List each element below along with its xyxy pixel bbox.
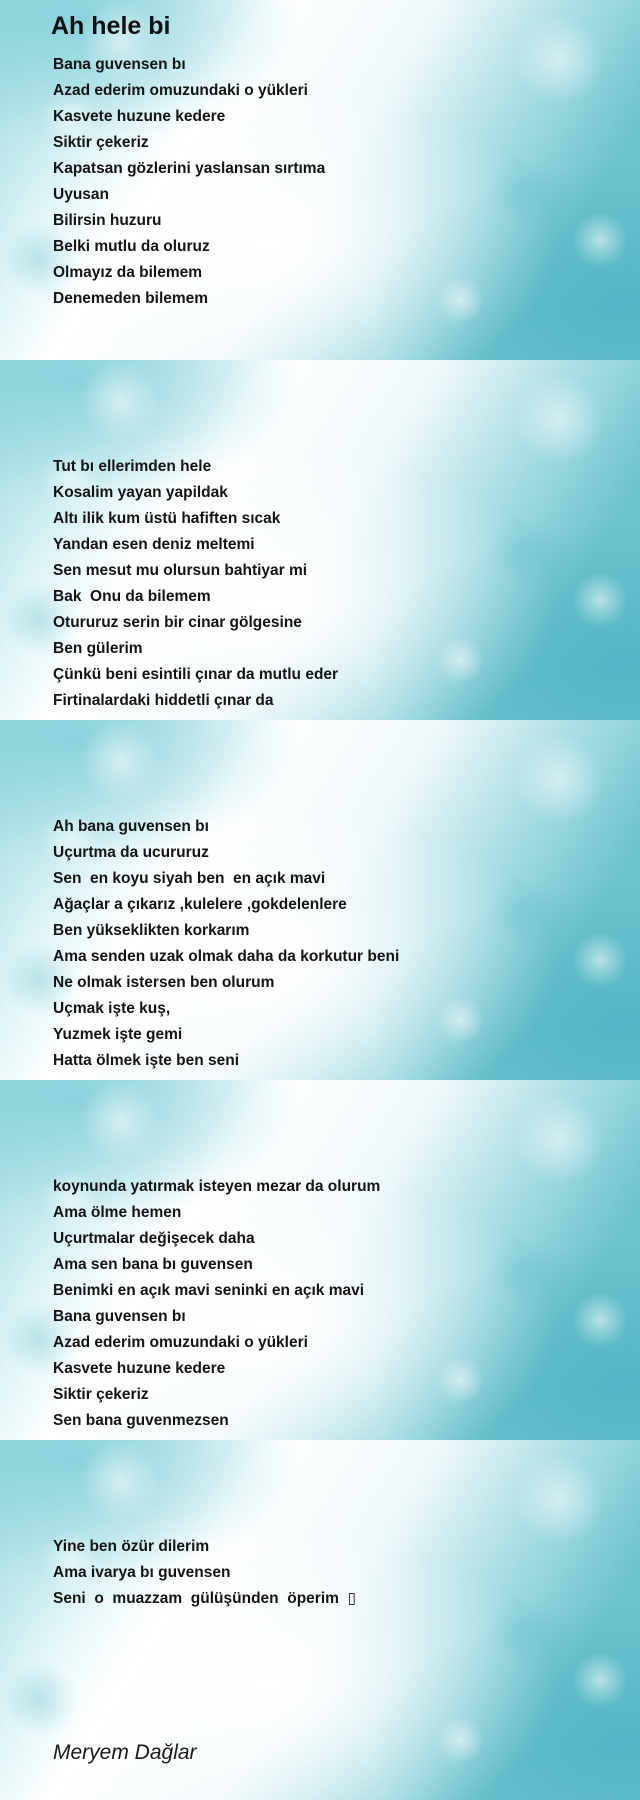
poem-line: Kosalim yayan yapildak (53, 484, 228, 501)
stanza-panel (0, 720, 640, 1080)
stanza-content (53, 1080, 620, 1440)
poem-line: Ama senden uzak olmak daha da korkutur beni (53, 948, 400, 965)
poem-line: Uçurtmalar değişecek daha (53, 1230, 255, 1247)
poem-line: Ben gülerim (53, 640, 143, 657)
poem-line: Firtinalardaki hiddetli çınar da (53, 692, 274, 709)
poem-line: Siktir çekeriz (53, 1386, 149, 1403)
poem-line: Ben yükseklikten korkarım (53, 922, 250, 939)
poem-line: Hatta ölmek işte ben seni (53, 1052, 240, 1069)
poem-title: Ah hele bi (51, 12, 171, 40)
stanza-lines (53, 1534, 356, 1612)
poem-line: Ama sen bana bı guvensen (53, 1256, 253, 1273)
stanza-content (53, 720, 620, 1080)
poem-line: Ah bana guvensen bı (53, 818, 209, 835)
poem-line: Azad ederim omuzundaki o yükleri (53, 82, 308, 99)
poem-line: Benimki en açık mavi seninki en açık mavi (53, 1282, 365, 1299)
stanza-content (53, 360, 620, 720)
poem-line: Bana guvensen bı (53, 1308, 186, 1325)
stanza-content (53, 0, 620, 360)
poem-line: Azad ederim omuzundaki o yükleri (53, 1334, 308, 1351)
poem-line: Bana guvensen bı (53, 56, 186, 73)
poem-line: Yuzmek işte gemi (53, 1026, 183, 1043)
poem-line: Seni o muazzam gülüşünden öperim ▯ (53, 1590, 357, 1607)
poem-line: Yine ben özür dilerim (53, 1538, 210, 1555)
author-signature: Meryem Dağlar (53, 1741, 197, 1764)
poem-line: Bilirsin huzuru (53, 212, 162, 229)
stanza-lines (53, 1174, 380, 1434)
stanza-lines (53, 52, 325, 312)
poem-line: Kasvete huzune kedere (53, 1360, 226, 1377)
poem-line: Kapatsan gözlerini yaslansan sırtıma (53, 160, 326, 177)
poem-line: Denemeden bilemem (53, 290, 209, 307)
stanza-panel (0, 0, 640, 360)
poem-line: Altı ilik kum üstü hafiften sıcak (53, 510, 281, 527)
poem-line: Ağaçlar a çıkarız ,kulelere ,gokdelenlere (53, 896, 347, 913)
poem-line: Uçmak işte kuş, (53, 1000, 171, 1017)
poem-line: Ne olmak istersen ben olurum (53, 974, 275, 991)
poem-line: Uyusan (53, 186, 109, 203)
poem-line: Ama ivarya bı guvensen (53, 1564, 231, 1581)
poem-line: Ama ölme hemen (53, 1204, 182, 1221)
stanza-panel (0, 1080, 640, 1440)
poem-line: Bak Onu da bilemem (53, 588, 211, 605)
poem-line: Siktir çekeriz (53, 134, 149, 151)
poem-line: Otururuz serin bir cinar gölgesine (53, 614, 302, 631)
stanza-lines (53, 814, 399, 1074)
stanza-lines (53, 454, 338, 714)
poem-line: Kasvete huzune kedere (53, 108, 226, 125)
poem-line: Sen en koyu siyah ben en açık mavi (53, 870, 326, 887)
poem-line: koynunda yatırmak isteyen mezar da olurum (53, 1178, 381, 1195)
poem-line: Uçurtma da ucururuz (53, 844, 209, 861)
poem-line: Belki mutlu da oluruz (53, 238, 210, 255)
poem-line: Olmayız da bilemem (53, 264, 203, 281)
poem-line: Tut bı ellerimden hele (53, 458, 212, 475)
poem-line: Çünkü beni esintili çınar da mutlu eder (53, 666, 339, 683)
poem-line: Yandan esen deniz meltemi (53, 536, 255, 553)
poem-line: Sen bana guvenmezsen (53, 1412, 229, 1429)
poem-line: Sen mesut mu olursun bahtiyar mi (53, 562, 308, 579)
stanza-panel (0, 360, 640, 720)
